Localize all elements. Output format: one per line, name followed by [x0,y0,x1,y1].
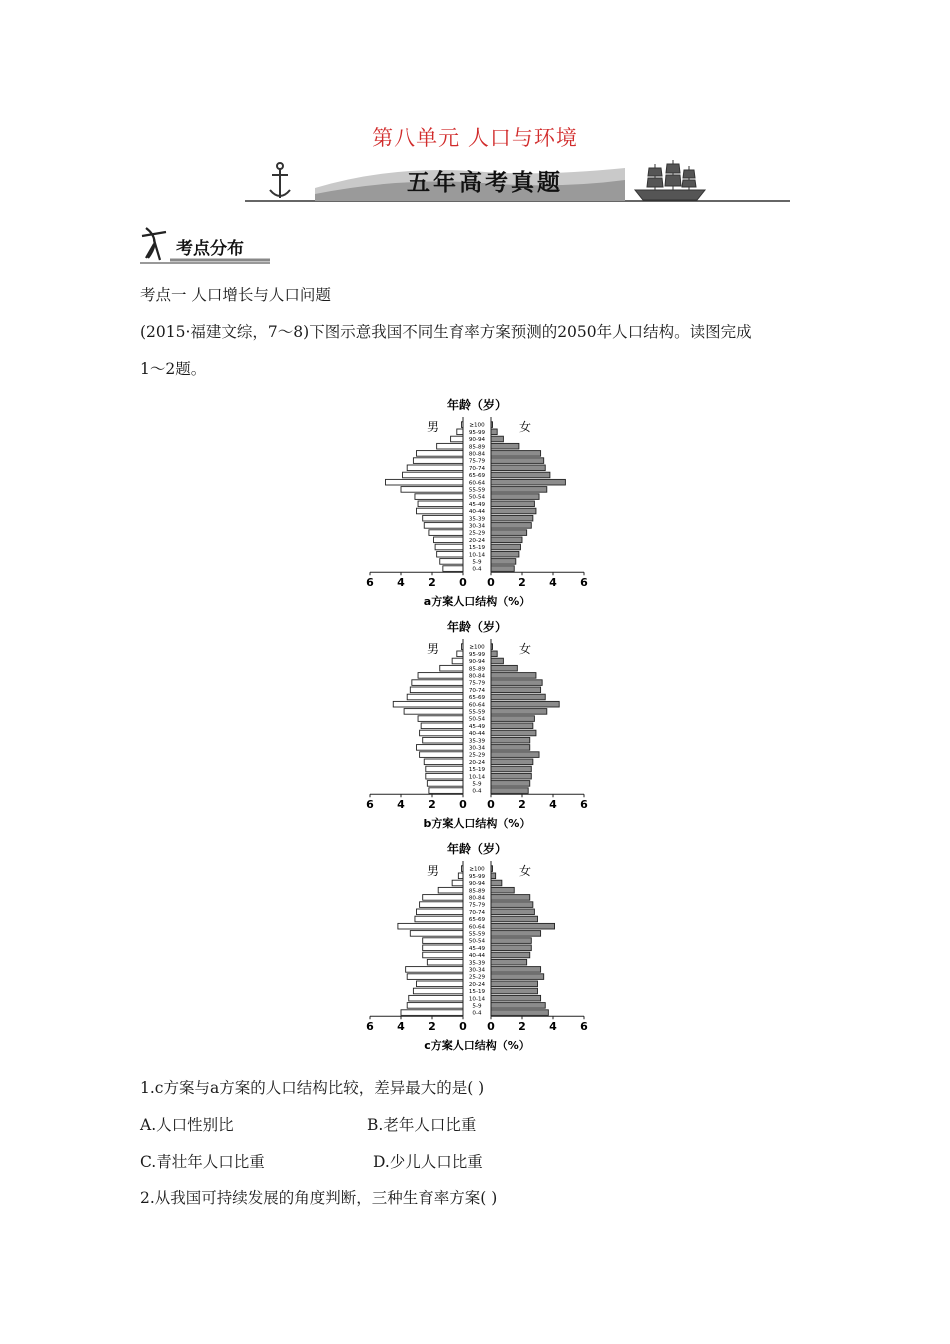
q1-option-b[interactable]: B.老年人口比重 [367,1116,477,1134]
male-bar [410,687,463,693]
female-bar [491,909,534,915]
age-label: 50-54 [468,494,486,501]
q1-option-c[interactable]: C.青壮年人口比重 [140,1153,265,1171]
male-bar [420,752,463,758]
female-bar [491,880,502,886]
age-label: 85-89 [468,666,486,673]
male-bar [417,909,464,915]
male-label: 男 [426,420,440,434]
x-tick-label: 6 [580,1020,588,1034]
x-tick-label: 2 [518,798,526,812]
male-bar [418,716,463,722]
female-bar [491,458,544,464]
female-bar [491,952,530,958]
x-tick-label: 6 [580,798,588,812]
age-label: 25-29 [468,530,486,537]
male-bar [401,1010,463,1016]
female-bar [491,479,565,485]
male-bar [418,501,463,507]
male-bar [437,551,463,557]
pyramid-chart-c [355,837,595,1052]
age-label: 85-89 [468,444,486,451]
x-tick-label: 4 [397,798,405,812]
age-label: 0-4 [472,1010,482,1017]
age-label: 60-64 [468,702,486,709]
male-bar [406,967,463,973]
pyramid-svg-c [355,837,595,1052]
male-bar [429,788,463,794]
age-label: 10-14 [468,774,486,781]
male-bar [423,952,463,958]
male-bar [417,981,464,987]
age-label: 30-34 [468,967,486,974]
male-label: 男 [426,642,440,656]
age-label: 35-39 [468,960,486,967]
age-label: ≥100 [469,422,485,429]
age-label: 70-74 [468,909,486,916]
female-bar [491,709,547,715]
male-bar [401,487,463,493]
x-axis-label: c方案人口结构（%） [424,1039,530,1052]
female-bar [491,923,555,929]
female-bar [491,988,538,994]
male-bar [413,458,463,464]
male-bar [420,730,463,736]
anchor-icon [270,163,290,198]
female-bar [491,436,503,442]
age-label: 65-69 [468,695,486,702]
male-bar [451,436,463,442]
age-label: 80-84 [468,673,486,680]
male-bar [440,559,463,565]
female-bar [491,766,531,772]
age-label: 70-74 [468,687,486,694]
female-bar [491,773,531,779]
female-bar [491,451,541,457]
female-bar [491,544,520,550]
age-label: 20-24 [468,759,486,766]
age-label: 95-99 [468,651,486,658]
banner-title: 五年高考真题 [407,170,563,196]
female-label: 女 [518,864,532,878]
female-bar [491,873,496,879]
age-label: 40-44 [468,953,486,960]
age-label: 65-69 [468,473,486,480]
male-bar [437,443,463,449]
age-label: 60-64 [468,480,486,487]
male-bar [438,887,463,893]
male-bar [410,931,463,937]
question-1: 1.c方案与a方案的人口结构比较，差异最大的是( ) [140,1079,485,1097]
age-label: 40-44 [468,509,486,516]
x-tick-label: 4 [549,576,557,590]
age-label: 15-19 [468,545,486,552]
pyramid-svg-b [355,615,595,830]
female-bar [491,723,533,729]
female-bar [491,902,533,908]
female-bar [491,443,519,449]
male-bar [424,523,463,529]
male-bar [393,701,463,707]
female-bar [491,730,536,736]
female-bar [491,1010,548,1016]
male-bar [415,494,463,500]
female-bar [491,673,536,679]
female-bar [491,487,547,493]
age-label: 45-49 [468,945,486,952]
female-bar [491,658,503,664]
female-bar [491,559,516,565]
male-bar [423,895,463,901]
male-bar [443,566,463,572]
age-label: ≥100 [469,644,485,651]
male-bar [423,938,463,944]
x-tick-label: 4 [549,1020,557,1034]
male-bar [421,723,463,729]
male-bar [407,694,463,700]
x-tick-label: 0 [459,798,467,812]
x-tick-label: 6 [366,798,374,812]
male-bar [413,988,463,994]
male-bar [458,873,463,879]
female-bar [491,523,531,529]
x-tick-label: 4 [397,576,405,590]
age-label: 55-59 [468,931,486,938]
female-bar [491,501,534,507]
female-bar [491,916,538,922]
male-label: 男 [426,864,440,878]
x-tick-label: 4 [549,798,557,812]
age-label: 55-59 [468,487,486,494]
x-tick-label: 6 [580,576,588,590]
pyramid-chart-a [355,393,595,608]
male-bar [457,429,463,435]
age-label: ≥100 [469,866,485,873]
x-tick-label: 0 [487,576,495,590]
female-bar [491,759,533,765]
age-label: 10-14 [468,996,486,1003]
female-bar [491,465,545,471]
age-label: 60-64 [468,924,486,931]
female-bar [491,694,545,700]
female-bar [491,887,514,893]
age-label: 85-89 [468,888,486,895]
chart-title: 年龄（岁） [446,842,508,856]
male-bar [417,451,464,457]
age-label: 95-99 [468,429,486,436]
male-bar [426,766,463,772]
age-label: 45-49 [468,501,486,508]
male-bar [417,508,464,514]
pyramid-svg-a [355,393,595,608]
male-bar [417,745,464,751]
age-label: 5-9 [472,781,482,788]
female-bar [491,959,527,965]
female-bar [491,995,541,1001]
age-label: 70-74 [468,465,486,472]
x-tick-label: 2 [518,1020,526,1034]
male-bar [423,515,463,521]
female-bar [491,530,527,536]
age-label: 40-44 [468,731,486,738]
female-bar [491,429,497,435]
female-bar [491,566,514,572]
chart-title: 年龄（岁） [446,620,508,634]
x-tick-label: 2 [428,1020,436,1034]
chart-title: 年龄（岁） [446,398,508,412]
x-tick-label: 0 [459,1020,467,1034]
male-bar [404,709,463,715]
female-bar [491,716,534,722]
age-label: 25-29 [468,752,486,759]
male-bar [412,680,463,686]
male-bar [429,530,463,536]
age-label: 75-79 [468,458,486,465]
age-label: 20-24 [468,981,486,988]
q1-option-a[interactable]: A.人口性别比 [140,1116,234,1134]
male-bar [420,902,463,908]
female-bar [491,752,539,758]
archer-icon [142,228,166,260]
question-2: 2.从我国可持续发展的角度判断，三种生育率方案( ) [140,1189,498,1207]
age-label: 95-99 [468,873,486,880]
x-tick-label: 4 [397,1020,405,1034]
x-tick-label: 0 [487,798,495,812]
age-label: 90-94 [468,881,486,888]
female-bar [491,508,536,514]
age-label: 5-9 [472,1003,482,1010]
female-bar [491,515,533,521]
female-bar [491,788,528,794]
male-bar [435,544,463,550]
age-label: 30-34 [468,745,486,752]
female-bar [491,945,531,951]
male-bar [386,479,464,485]
male-bar [426,773,463,779]
age-label: 5-9 [472,559,482,566]
section-label: 考点分布 [176,239,244,259]
male-bar [424,759,463,765]
male-bar [403,472,463,478]
age-label: 75-79 [468,902,486,909]
age-label: 25-29 [468,974,486,981]
male-bar [427,781,463,787]
female-bar [491,931,541,937]
female-bar [491,472,550,478]
x-tick-label: 0 [459,576,467,590]
female-bar [491,701,559,707]
male-bar [407,465,463,471]
female-bar [491,680,542,686]
age-label: 90-94 [468,659,486,666]
x-tick-label: 2 [428,798,436,812]
intro-line-2: 1～2题。 [140,360,207,378]
female-bar [491,781,530,787]
age-label: 50-54 [468,716,486,723]
x-axis-label: a方案人口结构（%） [423,595,531,608]
male-bar [407,1003,463,1009]
female-bar [491,737,530,743]
male-bar [415,916,463,922]
male-bar [407,974,463,980]
female-bar [491,665,517,671]
age-label: 0-4 [472,566,482,573]
male-bar [452,880,463,886]
age-label: 80-84 [468,895,486,902]
x-axis-label: b方案人口结构（%） [423,817,531,830]
female-bar [491,938,531,944]
x-tick-label: 2 [518,576,526,590]
age-label: 80-84 [468,451,486,458]
male-bar [423,737,463,743]
age-label: 65-69 [468,917,486,924]
male-bar [398,923,463,929]
female-bar [491,494,539,500]
pyramid-chart-b [355,615,595,830]
age-label: 45-49 [468,723,486,730]
male-bar [440,665,463,671]
age-label: 30-34 [468,523,486,530]
x-tick-label: 0 [487,1020,495,1034]
female-label: 女 [518,642,532,656]
age-label: 20-24 [468,537,486,544]
female-bar [491,687,541,693]
male-bar [418,673,463,679]
female-bar [491,551,519,557]
age-label: 0-4 [472,788,482,795]
female-bar [491,537,522,543]
female-label: 女 [518,420,532,434]
x-tick-label: 2 [428,576,436,590]
male-bar [409,995,463,1001]
x-tick-label: 6 [366,576,374,590]
female-bar [491,651,497,657]
age-label: 15-19 [468,989,486,996]
age-label: 50-54 [468,938,486,945]
x-tick-label: 6 [366,1020,374,1034]
female-bar [491,745,530,751]
intro-line-1: (2015·福建文综，7～8)下图示意我国不同生育率方案预测的2050年人口结构。读图完成 [140,323,752,341]
age-label: 75-79 [468,680,486,687]
male-bar [457,651,463,657]
female-bar [491,895,530,901]
female-bar [491,981,538,987]
ship-icon [635,160,705,200]
q1-option-d[interactable]: D.少儿人口比重 [373,1153,483,1171]
male-bar [423,945,463,951]
age-label: 90-94 [468,437,486,444]
male-bar [452,658,463,664]
male-bar [427,959,463,965]
female-bar [491,967,541,973]
age-label: 35-39 [468,738,486,745]
female-bar [491,1003,545,1009]
age-label: 15-19 [468,767,486,774]
age-label: 10-14 [468,552,486,559]
male-bar [434,537,463,543]
female-bar [491,974,544,980]
topic-line: 考点一 人口增长与人口问题 [140,286,331,304]
age-label: 35-39 [468,516,486,523]
unit-title: 第八单元 人口与环境 [372,126,578,150]
age-label: 55-59 [468,709,486,716]
